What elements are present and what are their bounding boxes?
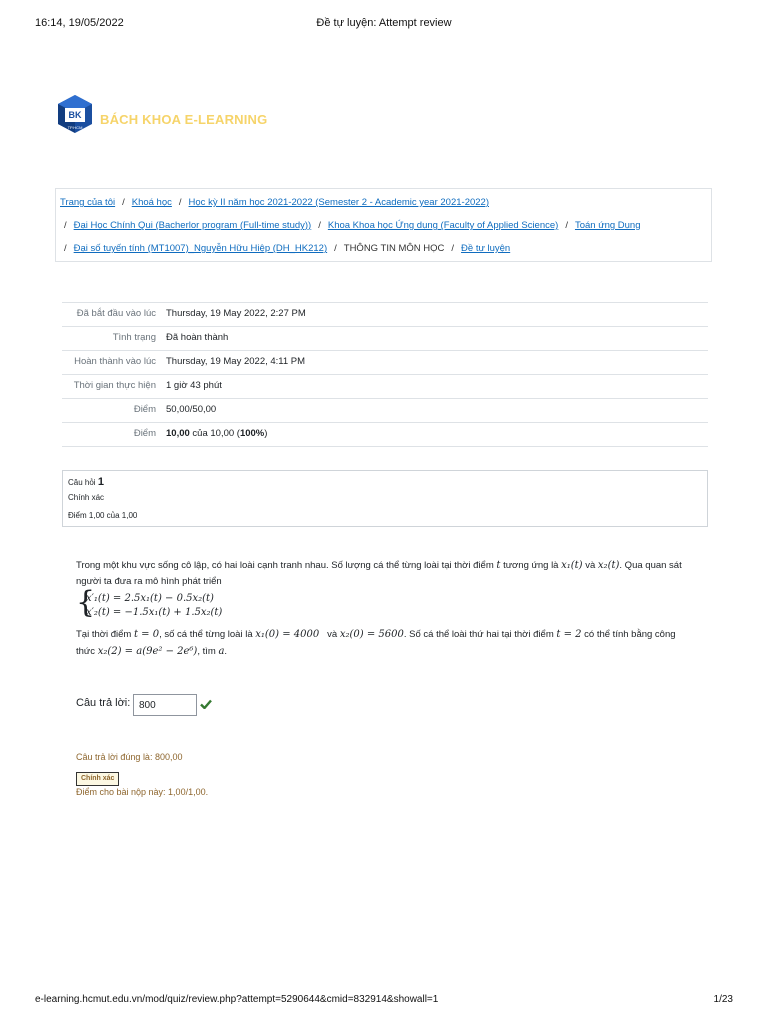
print-url: e-learning.hcmut.edu.vn/mod/quiz/review.php?attempt=5290644&cmid=832914&showall=1: [35, 994, 439, 1005]
grade-value: 10,00: [166, 428, 190, 439]
equation-2: x′₂(t) = −1.5x₁(t) + 1.5x₂(t): [86, 607, 223, 618]
grade-percent: 100%: [239, 428, 265, 439]
question-number: [68, 476, 104, 488]
question-text-segment: .: [224, 646, 228, 657]
breadcrumb-course[interactable]: Đại số tuyến tính (MT1007)_Nguyễn Hữu Hiệp (DH_HK212): [73, 243, 328, 254]
print-title: Đề tự luyện: Attempt review: [316, 17, 452, 29]
math-variable: a: [218, 646, 225, 657]
checkmark-icon: [200, 699, 212, 709]
math-expression: t = 2: [556, 629, 582, 640]
summary-row: [62, 303, 708, 327]
breadcrumb-my-page[interactable]: Trang của tôi: [60, 197, 116, 208]
math-expression: x₂(0) = 5600: [339, 629, 404, 640]
breadcrumb-separator: /: [64, 243, 67, 254]
breadcrumb-courses[interactable]: Khoá học: [131, 197, 172, 208]
breadcrumb-department[interactable]: Toán ứng Dụng: [574, 220, 641, 231]
logo-text: BK: [68, 110, 82, 120]
breadcrumb: [55, 188, 712, 262]
question-text-segment: , số cá thể từng loài là: [159, 629, 253, 640]
breadcrumb-separator: /: [122, 197, 125, 208]
math-variable: x₁(t): [561, 560, 583, 571]
breadcrumb-quiz[interactable]: Đề tự luyện: [461, 243, 511, 254]
summary-row: [62, 423, 708, 447]
breadcrumb-faculty[interactable]: Khoa Khoa học Ứng dụng (Faculty of Applied Science): [327, 220, 559, 231]
breadcrumb-separator: /: [451, 243, 455, 254]
site-brand-name[interactable]: BÁCH KHOA E-LEARNING: [100, 112, 268, 127]
grade-out-of: của 10,00 (: [189, 428, 240, 439]
breadcrumb-line-2: [60, 220, 641, 231]
summary-value: Thursday, 19 May 2022, 4:11 PM: [166, 351, 708, 375]
equation-1: x′₁(t) = 2.5x₁(t) − 0.5x₂(t): [86, 593, 214, 604]
math-expression: x₂(2) = a(9e² − 2e⁶): [97, 646, 198, 657]
question-text-segment: và: [585, 560, 596, 571]
question-text-segment: . Qua quan sát người ta đưa ra mô hình phát triển: [76, 560, 682, 587]
attempt-summary-table: [62, 302, 708, 447]
summary-value: 50,00/50,00: [166, 399, 708, 423]
breadcrumb-separator: /: [565, 220, 568, 231]
math-variable: x₂(t): [597, 560, 620, 571]
breadcrumb-semester[interactable]: Học kỳ II năm học 2021-2022 (Semester 2 - Academic year 2021-2022): [188, 197, 489, 208]
question-info-box: [62, 470, 708, 527]
print-header: [35, 17, 733, 31]
summary-label: Tình trạng: [62, 327, 166, 351]
answer-input[interactable]: [133, 694, 197, 716]
answer-label: Câu trả lời:: [76, 697, 131, 709]
print-timestamp: 16:14, 19/05/2022: [35, 17, 124, 29]
question-text-segment: Trong một khu vực sống cô lập, có hai loài cạnh tranh nhau. Số lượng cá thể từng loài tại thời điểm: [76, 560, 494, 571]
summary-label: Thời gian thực hiện: [62, 375, 166, 399]
page-number: 1/23: [713, 994, 733, 1005]
math-expression: t = 0: [133, 629, 160, 640]
brace-symbol: {: [76, 585, 96, 620]
summary-value: 1 giờ 43 phút: [166, 375, 708, 399]
site-logo[interactable]: [56, 94, 94, 134]
breadcrumb-line-3: [60, 243, 510, 254]
breadcrumb-separator: /: [178, 197, 182, 208]
question-text-segment: Tại thời điểm: [76, 629, 132, 640]
question-marks: Điểm 1,00 của 1,00: [68, 511, 138, 520]
math-variable: t: [496, 560, 501, 571]
breadcrumb-program[interactable]: Đại Học Chính Qui (Bacherlor program (Full-time study)): [73, 220, 312, 231]
summary-label: Điểm: [62, 399, 166, 423]
summary-label: Đã bắt đầu vào lúc: [62, 303, 166, 327]
summary-label: Điểm: [62, 423, 166, 447]
correct-answer-text: Câu trả lời đúng là: 800,00: [76, 752, 183, 762]
summary-value: Đã hoàn thành: [166, 327, 708, 351]
question-text-segment: tương ứng là: [503, 560, 559, 571]
question-number-value: 1: [97, 476, 104, 488]
question-text-segment: . Số cá thể loài thứ hai tại thời điểm: [403, 629, 554, 640]
question-text-segment: và: [327, 629, 338, 640]
question-text-segment: có thể tính bằng công thức: [76, 629, 676, 657]
summary-label: Hoàn thành vào lúc: [62, 351, 166, 375]
summary-grade: [166, 423, 708, 447]
summary-row: [62, 399, 708, 423]
grade-close: ): [264, 428, 268, 439]
question-state: Chính xác: [68, 493, 105, 502]
question-number-label: Câu hỏi: [68, 478, 96, 487]
summary-row: [62, 327, 708, 351]
breadcrumb-separator: /: [318, 220, 321, 231]
breadcrumb-separator: /: [334, 243, 337, 254]
summary-value: Thursday, 19 May 2022, 2:27 PM: [166, 303, 708, 327]
summary-row: [62, 375, 708, 399]
question-text-segment: , tìm: [197, 646, 216, 657]
breadcrumb-separator: /: [64, 220, 67, 231]
question-text-continued: [76, 626, 696, 660]
status-badge: Chính xác: [76, 772, 119, 786]
breadcrumb-line-1: [60, 197, 489, 208]
summary-row: [62, 351, 708, 375]
logo-subtext: TP.HCM: [67, 125, 83, 130]
submission-score: Điểm cho bài nộp này: 1,00/1,00.: [76, 787, 209, 797]
math-expression: x₁(0) = 4000: [255, 629, 320, 640]
question-text: [76, 558, 696, 590]
breadcrumb-section: THÔNG TIN MÔN HỌC: [343, 243, 445, 254]
